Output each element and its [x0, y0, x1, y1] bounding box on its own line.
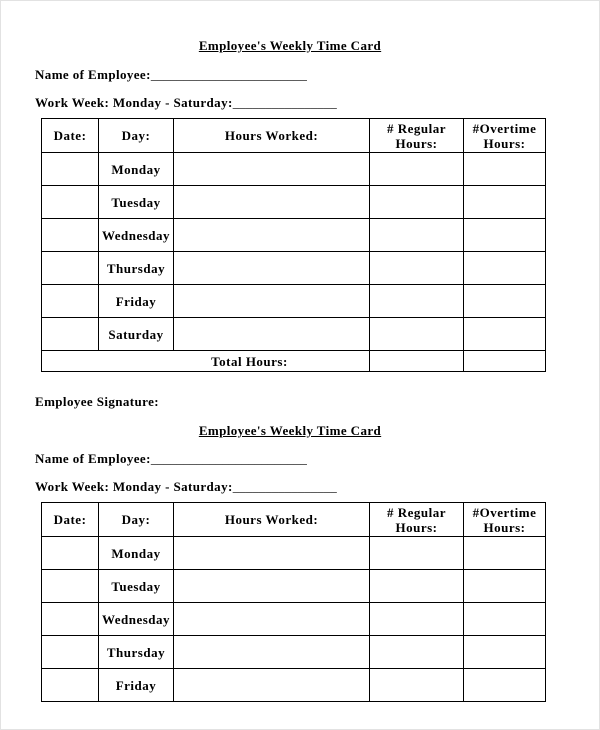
date-cell[interactable]	[42, 669, 99, 702]
hours-worked-column-header: Hours Worked:	[174, 119, 370, 153]
overtime-hours-cell[interactable]	[464, 636, 546, 669]
hours-worked-cell[interactable]	[174, 669, 370, 702]
regular-hours-cell[interactable]	[370, 669, 464, 702]
day-column-header: Day:	[99, 119, 174, 153]
regular-hours-cell[interactable]	[370, 186, 464, 219]
time-card-table-1	[41, 118, 546, 372]
day-label: Monday	[99, 153, 174, 186]
overtime-hours-cell[interactable]	[464, 318, 546, 351]
date-cell[interactable]	[42, 318, 99, 351]
hours-worked-cell[interactable]	[174, 603, 370, 636]
employee-signature-label: Employee Signature:	[35, 394, 159, 409]
form-title: Employee's Weekly Time Card	[198, 38, 382, 53]
day-label: Saturday	[99, 318, 174, 351]
table-row	[42, 636, 546, 669]
overtime-hours-cell[interactable]	[464, 219, 546, 252]
date-cell[interactable]	[42, 285, 99, 318]
regular-hours-cell[interactable]	[370, 219, 464, 252]
date-column-header: Date:	[42, 119, 99, 153]
work-week-label: Work Week: Monday - Saturday:	[35, 479, 233, 494]
work-week-blank-line[interactable]: ________________	[232, 95, 337, 110]
hours-worked-column-header: Hours Worked:	[174, 503, 370, 537]
table-row	[42, 186, 546, 219]
day-label: Wednesday	[99, 219, 174, 252]
date-cell[interactable]	[42, 603, 99, 636]
table-row	[42, 318, 546, 351]
hours-worked-cell[interactable]	[174, 570, 370, 603]
overtime-hours-cell[interactable]	[464, 153, 546, 186]
name-of-employee-label: Name of Employee:	[35, 451, 151, 466]
time-card-form-1	[1, 38, 599, 410]
hours-worked-cell[interactable]	[174, 219, 370, 252]
date-cell[interactable]	[42, 636, 99, 669]
day-label: Thursday	[99, 252, 174, 285]
day-label: Wednesday	[99, 603, 174, 636]
overtime-hours-cell[interactable]	[464, 252, 546, 285]
form-title: Employee's Weekly Time Card	[198, 423, 382, 438]
regular-hours-column-header: # Regular Hours:	[370, 503, 464, 537]
overtime-hours-cell[interactable]	[464, 537, 546, 570]
table-row	[42, 285, 546, 318]
regular-hours-cell[interactable]	[370, 603, 464, 636]
hours-worked-cell[interactable]	[174, 186, 370, 219]
regular-hours-cell[interactable]	[370, 318, 464, 351]
total-hours-label: Total Hours:	[42, 351, 370, 372]
regular-hours-cell[interactable]	[370, 153, 464, 186]
regular-hours-column-header: # Regular Hours:	[370, 119, 464, 153]
day-label: Monday	[99, 537, 174, 570]
work-week-row	[35, 479, 599, 495]
time-card-table-2	[41, 502, 546, 702]
date-cell[interactable]	[42, 570, 99, 603]
table-header-row	[42, 119, 546, 153]
name-blank-line[interactable]: ________________________	[150, 451, 307, 466]
table-row	[42, 603, 546, 636]
date-column-header: Date:	[42, 503, 99, 537]
table-row	[42, 537, 546, 570]
name-of-employee-label: Name of Employee:	[35, 67, 151, 82]
date-cell[interactable]	[42, 219, 99, 252]
table-header-row	[42, 503, 546, 537]
time-card-form-2	[1, 423, 599, 702]
hours-worked-cell[interactable]	[174, 252, 370, 285]
day-label: Tuesday	[99, 186, 174, 219]
overtime-hours-column-header: #Overtime Hours:	[464, 119, 546, 153]
date-cell[interactable]	[42, 537, 99, 570]
date-cell[interactable]	[42, 153, 99, 186]
name-of-employee-row	[35, 451, 599, 467]
regular-hours-cell[interactable]	[370, 252, 464, 285]
table-row	[42, 669, 546, 702]
name-blank-line[interactable]: ________________________	[150, 67, 307, 82]
overtime-hours-column-header: #Overtime Hours:	[464, 503, 546, 537]
table-row	[42, 252, 546, 285]
overtime-hours-cell[interactable]	[464, 603, 546, 636]
day-label: Thursday	[99, 636, 174, 669]
work-week-label: Work Week: Monday - Saturday:	[35, 95, 233, 110]
hours-worked-cell[interactable]	[174, 636, 370, 669]
overtime-hours-cell[interactable]	[464, 570, 546, 603]
regular-hours-cell[interactable]	[370, 537, 464, 570]
day-label: Friday	[99, 669, 174, 702]
regular-hours-cell[interactable]	[370, 636, 464, 669]
date-cell[interactable]	[42, 186, 99, 219]
total-overtime-hours-cell[interactable]	[464, 351, 546, 372]
day-label: Friday	[99, 285, 174, 318]
total-regular-hours-cell[interactable]	[370, 351, 464, 372]
overtime-hours-cell[interactable]	[464, 186, 546, 219]
overtime-hours-cell[interactable]	[464, 669, 546, 702]
day-label: Tuesday	[99, 570, 174, 603]
overtime-hours-cell[interactable]	[464, 285, 546, 318]
hours-worked-cell[interactable]	[174, 153, 370, 186]
hours-worked-cell[interactable]	[174, 537, 370, 570]
work-week-row	[35, 95, 599, 111]
total-hours-row	[42, 351, 546, 372]
regular-hours-cell[interactable]	[370, 570, 464, 603]
hours-worked-cell[interactable]	[174, 318, 370, 351]
regular-hours-cell[interactable]	[370, 285, 464, 318]
work-week-blank-line[interactable]: ________________	[232, 479, 337, 494]
name-of-employee-row	[35, 67, 599, 83]
table-row	[42, 219, 546, 252]
date-cell[interactable]	[42, 252, 99, 285]
hours-worked-cell[interactable]	[174, 285, 370, 318]
table-row	[42, 153, 546, 186]
table-row	[42, 570, 546, 603]
day-column-header: Day:	[99, 503, 174, 537]
